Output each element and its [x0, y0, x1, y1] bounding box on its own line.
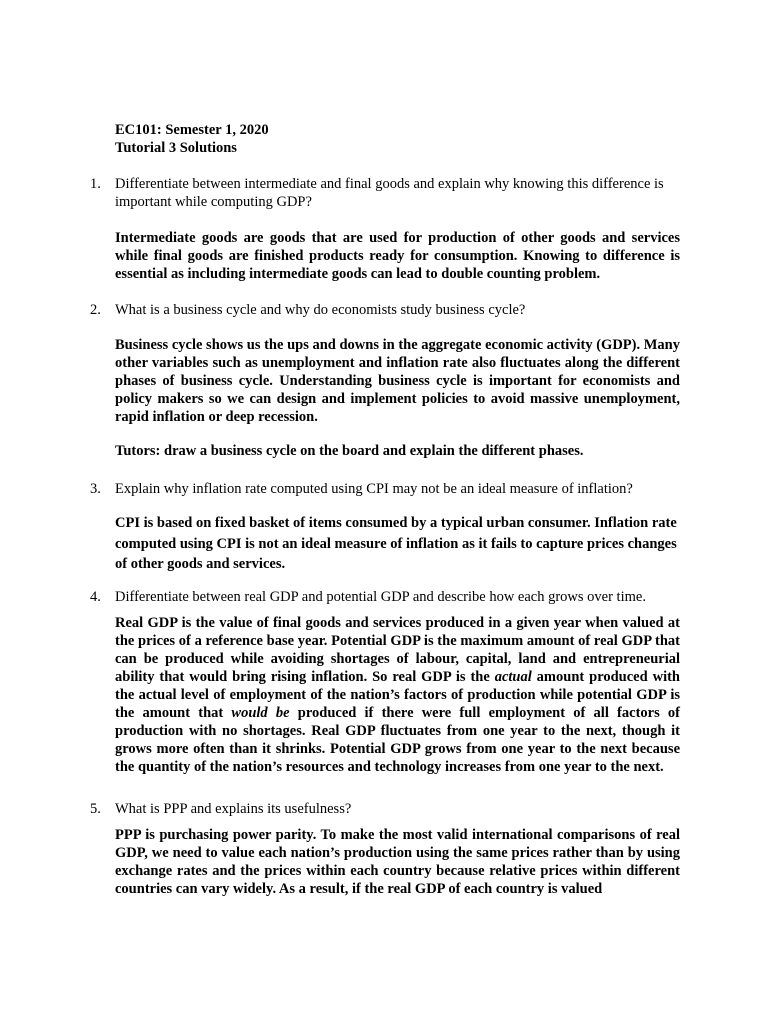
answer-4: [115, 614, 680, 776]
question-number: 2.: [90, 302, 101, 318]
question-text: What is a business cycle and why do economists study business cycle?: [115, 302, 526, 318]
answer-3: CPI is based on fixed basket of items consumed by a typical urban consumer. Inflation rate computed using CPI is not an ideal measure of inflation as it fails to capture prices changes of other goods and services.: [115, 515, 677, 572]
answer-4-part-1: Real GDP is the value of final goods and services produced in a given year when valued at the prices of a reference base year. Potential GDP is the maximum amount of real GDP that can be produced while avoiding shortages of labour, capital, land and entrepreneurial ability that would bring rising inflation. So real GDP is the: [115, 615, 680, 685]
document-header: [115, 121, 269, 157]
question-text: Explain why inflation rate computed using CPI may not be an ideal measure of inflation?: [115, 481, 633, 497]
answer-5: PPP is purchasing power parity. To make the most valid international comparisons of real GDP, we need to value each nation’s production using the same prices rather than by using exchange rates and the prices within each country because relative prices within different countries can vary widely. As a result, if the real GDP of each country is valued: [115, 827, 680, 897]
answer-4-emphasis-would-be: would be: [231, 705, 290, 721]
question-number: 5.: [90, 801, 101, 817]
question-text: Differentiate between intermediate and final goods and explain why knowing this difference is important while computing GDP?: [115, 176, 664, 210]
answer-4-part-2: amount produced with the actual level of employment of the nation’s factors of production while potential GDP is the amount that: [115, 669, 680, 721]
question-number: 4.: [90, 589, 101, 605]
question-text: Differentiate between real GDP and potential GDP and describe how each grows over time.: [115, 589, 646, 605]
answer-4-part-3: produced if there were full employment of all factors of production with no shortages. Real GDP fluctuates from one year to the next, though it grows more often than it shrinks. Potential GDP grows from one year to the next because the quantity of the nation’s resources and technology increases from one year to the next.: [115, 705, 680, 775]
question-text: What is PPP and explains its usefulness?: [115, 801, 352, 817]
question-number: 1.: [90, 176, 101, 192]
answer-2: Business cycle shows us the ups and downs in the aggregate economic activity (GDP). Many other variables such as unemployment and inflation rate also fluctuates along the different phases of business cycle. Understanding business cycle is important for economists and policy makers so we can design and implement policies to avoid massive unemployment, rapid inflation or deep recession.: [115, 337, 680, 425]
course-heading: EC101: Semester 1, 2020: [115, 122, 269, 138]
answer-1: Intermediate goods are goods that are used for production of other goods and services while final goods are finished products ready for consumption. Knowing to difference is essential as including intermediate goods can lead to double counting problem.: [115, 230, 680, 282]
document-title: Tutorial 3 Solutions: [115, 140, 237, 156]
answer-4-emphasis-actual: actual: [494, 669, 532, 685]
tutor-note: Tutors: draw a business cycle on the board and explain the different phases.: [115, 443, 584, 459]
question-number: 3.: [90, 481, 101, 497]
